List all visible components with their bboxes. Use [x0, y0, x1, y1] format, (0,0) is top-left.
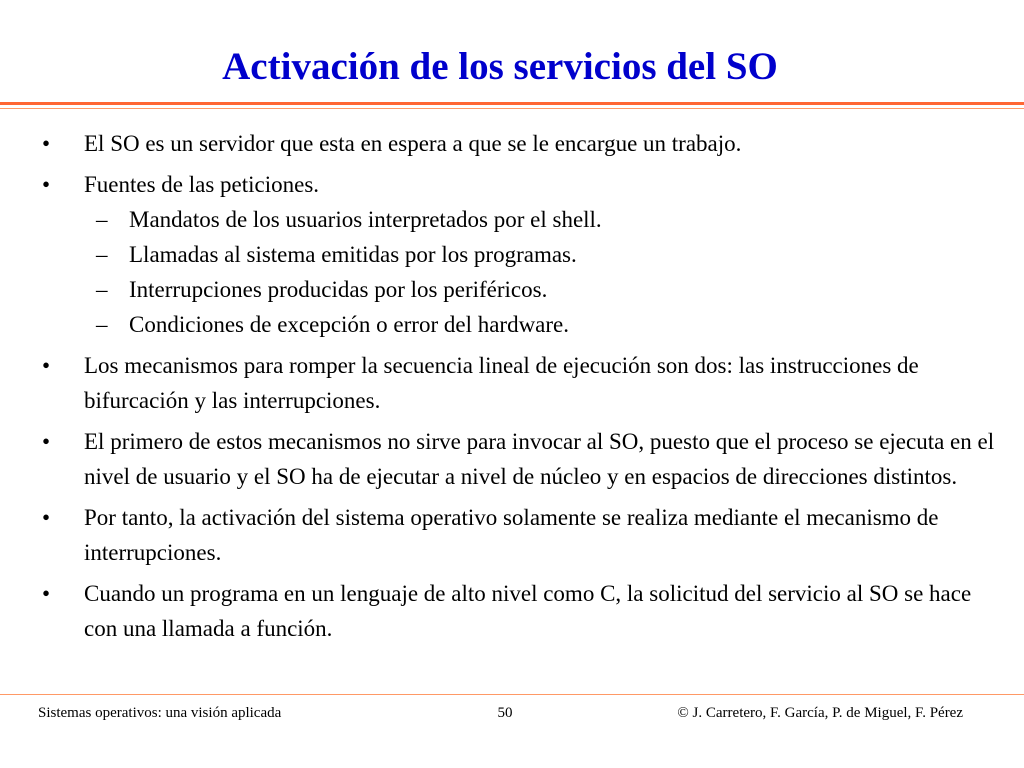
bullet-text: El primero de estos mecanismos no sirve para invocar al SO, puesto que el proceso se ejecuta en el nivel de usuario y el SO ha de ejecutar a nivel de núcleo y en espacios de direcciones distintos.	[84, 429, 995, 489]
footer-divider	[0, 694, 1024, 695]
bullet-marker: •	[42, 429, 51, 454]
footer	[0, 705, 1024, 729]
footer-authors: © J. Carretero, F. García, P. de Miguel, F. Pérez	[677, 705, 963, 721]
sub-text: Mandatos de los usuarios interpretados por el shell.	[129, 207, 602, 232]
bullet-item	[40, 348, 1000, 418]
sub-item	[40, 237, 1000, 272]
slide-content	[40, 126, 1000, 652]
sub-text: Llamadas al sistema emitidas por los programas.	[129, 242, 577, 267]
sub-item	[40, 307, 1000, 342]
bullet-text: El SO es un servidor que esta en espera a que se le encargue un trabajo.	[84, 131, 742, 156]
sub-marker: –	[96, 242, 108, 267]
footer-book-title: Sistemas operativos: una visión aplicada	[38, 705, 282, 721]
sub-marker: –	[96, 207, 108, 232]
sub-marker: –	[96, 312, 108, 337]
bullet-marker: •	[42, 505, 51, 530]
bullet-text: Cuando un programa en un lenguaje de alto nivel como C, la solicitud del servicio al SO se hace con una llamada a función.	[84, 581, 972, 641]
bullet-item	[40, 126, 1000, 161]
bullet-text: Fuentes de las peticiones.	[84, 172, 320, 197]
bullet-text: Por tanto, la activación del sistema operativo solamente se realiza mediante el mecanismo de interrupciones.	[84, 505, 939, 565]
sub-item	[40, 272, 1000, 307]
page-number: 50	[497, 705, 513, 721]
bullet-item	[40, 500, 1000, 570]
sub-list	[40, 202, 1000, 342]
bullet-marker: •	[42, 172, 51, 197]
title-divider-thin	[0, 108, 1024, 109]
bullet-marker: •	[42, 581, 51, 606]
sub-text: Interrupciones producidas por los periféricos.	[129, 277, 548, 302]
bullet-item	[40, 424, 1000, 494]
sub-text: Condiciones de excepción o error del hardware.	[129, 312, 570, 337]
sub-item	[40, 202, 1000, 237]
slide-title: Activación de los servicios del SO	[222, 45, 778, 88]
bullet-item	[40, 576, 1000, 646]
bullet-item	[40, 167, 1000, 202]
bullet-marker: •	[42, 131, 51, 156]
bullet-text: Los mecanismos para romper la secuencia lineal de ejecución son dos: las instrucciones de bifurcación y las interrupciones.	[84, 353, 919, 413]
bullet-marker: •	[42, 353, 51, 378]
sub-marker: –	[96, 277, 108, 302]
title-divider	[0, 102, 1024, 105]
